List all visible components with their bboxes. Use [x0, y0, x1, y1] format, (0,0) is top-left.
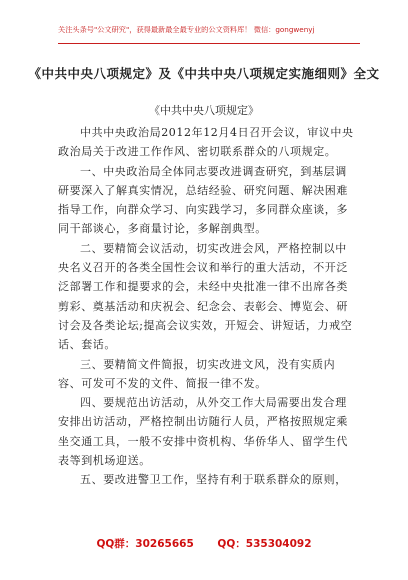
paragraph-item-4: 四、要规范出访活动，从外交工作大局需要出发合理安排出访活动，严格控制出访随行人员，严格按照规定乘坐交通工具，一般不安排中资机构、华侨华人、留学生代表等到机场迎送。 — [58, 396, 348, 468]
header-banner: 关注头条号"公文研究"，获得最新最全最专业的公文资料库！ 微信：gongwenyj — [58, 26, 315, 34]
paragraph-item-2: 二、要精简会议活动，切实改进会风，严格控制以中央名义召开的各类全国性会议和举行的重大活动，不开泛泛部署工作和提要求的会，未经中央批准一律不出席各类剪彩、奠基活动和庆祝会、纪念会、表彰会、博览会、研讨会及各类论坛;提高会议实效，开短会、讲短话，力戒空话、套话。 — [58, 241, 353, 352]
footer-qq: QQ：535304092 — [217, 538, 312, 550]
paragraph-item-1: 一、中央政治局全体同志要改进调查研究，到基层调研要深入了解真实情况，总结经验、研究问题、解决困难指导工作，向群众学习、向实践学习，多同群众座谈，多同干部谈心，多商量讨论，多解剖典型。 — [58, 164, 348, 236]
section-title: 《中共中央八项规定》 — [149, 104, 259, 117]
paragraph-item-5: 五、要改进警卫工作，坚持有利于联系群众的原则， — [80, 473, 347, 487]
paragraph-intro: 中共中央政治局2012年12月4日召开会议，审议中央政治局关于改进工作作风、密切联系群众的八项规定。 — [58, 126, 354, 159]
document-title: 《中共中央八项规定》及《中共中央八项规定实施细则》全文 — [28, 66, 380, 81]
paragraph-item-3: 三、要精简文件简报，切实改进文风，没有实质内容、可发可不发的文件、简报一律不发。 — [58, 357, 336, 390]
header-divider — [58, 43, 360, 44]
footer-contact — [0, 536, 408, 551]
document-body — [58, 123, 358, 490]
footer-qq-group: QQ群：30265665 — [96, 538, 194, 550]
